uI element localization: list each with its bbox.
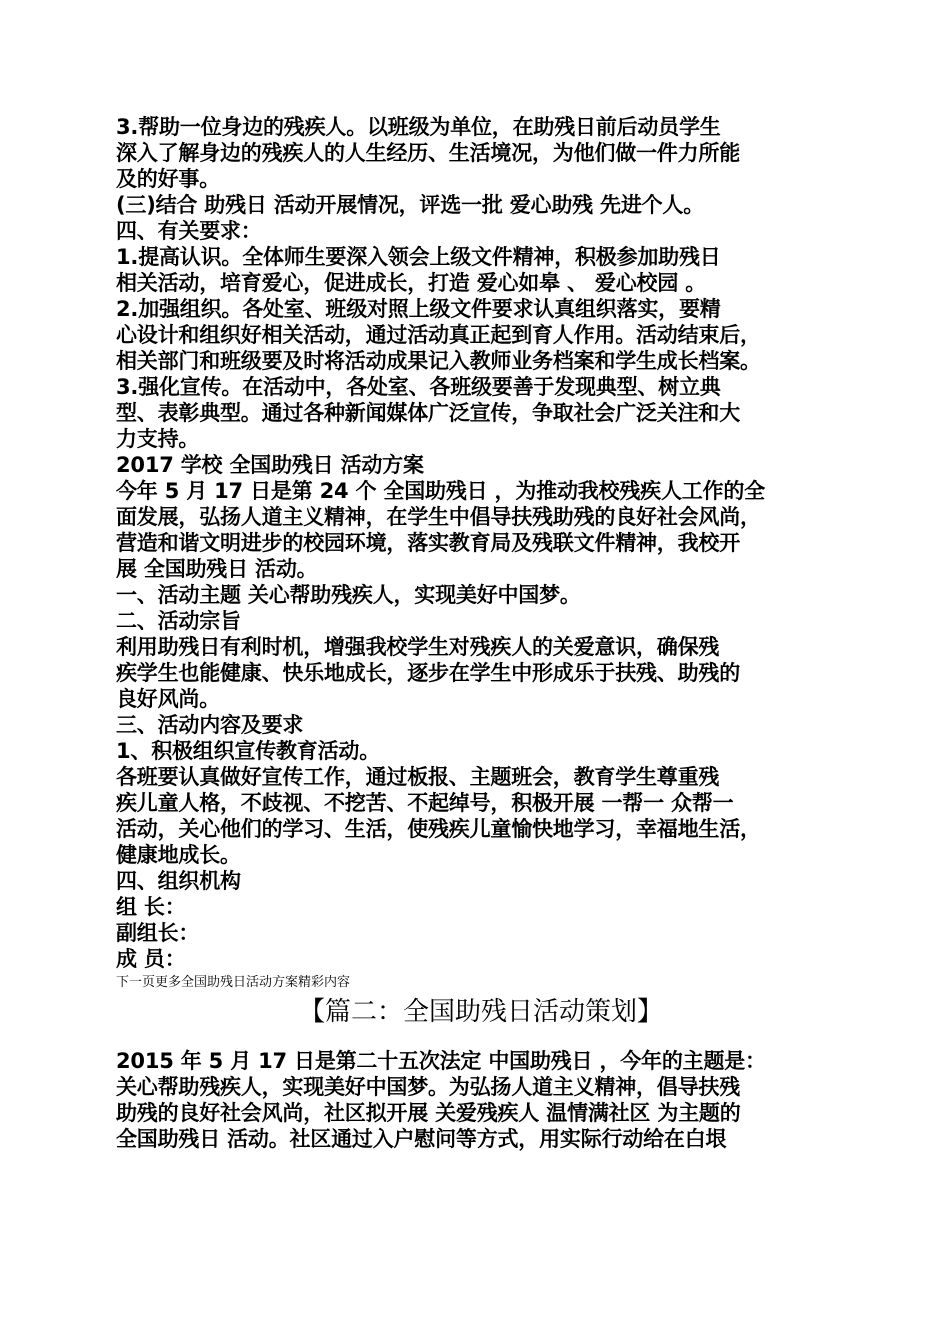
text-line: 各班要认真做好宣传工作，通过板报、主题班会，教育学生尊重残 <box>116 765 720 789</box>
text-line: 良好风尚。 <box>116 687 220 711</box>
text-line: 四、组织机构 <box>116 869 241 893</box>
text-line: 健康地成长。 <box>116 843 241 867</box>
text-line: 1.提高认识。全体师生要深入领会上级文件精神，积极参加助残日 <box>116 245 721 269</box>
document-section-1 <box>116 114 846 972</box>
text-line: 1、积极组织宣传教育活动。 <box>116 739 381 763</box>
text-line: 力支持。 <box>116 427 200 451</box>
text-line: 相关部门和班级要及时将活动成果记入教师业务档案和学生成长档案。 <box>116 349 761 373</box>
text-line: 3.帮助一位身边的残疾人。以班级为单位，在助残日前后动员学生 <box>116 115 721 139</box>
text-line: 今年 5 月 17 日是第 24 个 全国助残日 ，为推动我校残疾人工作的全 <box>116 479 765 503</box>
text-line: 相关活动，培育爱心，促进成长，打造 爱心如皋 、 爱心校园 。 <box>116 271 707 295</box>
text-line: 疾学生也能健康、快乐地成长，逐步在学生中形成乐于扶残、助残的 <box>116 661 740 685</box>
text-line: 全国助残日 活动。社区通过入户慰问等方式，用实际行动给在白垠 <box>116 1127 727 1151</box>
text-line: 利用助残日有利时机，增强我校学生对残疾人的关爱意识，确保残 <box>116 635 720 659</box>
document-body <box>116 114 846 1152</box>
more-content-note: 下一页更多全国助残日活动方案精彩内容 <box>116 975 351 990</box>
text-line: 助残的良好社会风尚，社区拟开展 关爱残疾人 温情满社区 为主题的 <box>116 1101 741 1125</box>
text-line: 展 全国助残日 活动。 <box>116 557 318 581</box>
text-line: (三)结合 助残日 活动开展情况，评选一批 爱心助残 先进个人。 <box>116 193 705 217</box>
text-line: 2.加强组织。各处室、班级对照上级文件要求认真组织落实，要精 <box>116 297 721 321</box>
text-line: 2015 年 5 月 17 日是第二十五次法定 中国助残日 ，今年的主题是： <box>116 1049 766 1073</box>
text-line: 三、活动内容及要求 <box>116 713 304 737</box>
section-heading: 【篇二：全国助残日活动策划】 <box>298 997 663 1027</box>
text-line: 营造和谐文明进步的校园环境，落实教育局及残联文件精神，我校开 <box>116 531 740 555</box>
text-line: 四、有关要求： <box>116 219 262 243</box>
text-line: 面发展，弘扬人道主义精神，在学生中倡导扶残助残的良好社会风尚， <box>116 505 761 529</box>
document-section-2 <box>116 1048 846 1152</box>
text-line: 疾儿童人格，不歧视、不挖苦、不起绰号，积极开展 一帮一 众帮一 <box>116 791 734 815</box>
text-line: 成 员： <box>116 947 186 971</box>
text-line: 二、活动宗旨 <box>116 609 241 633</box>
text-line: 副组长： <box>116 921 200 945</box>
text-line: 2017 学校 全国助残日 活动方案 <box>116 453 424 477</box>
text-line: 心设计和组织好相关活动，通过活动真正起到育人作用。活动结束后， <box>116 323 761 347</box>
text-line: 深入了解身边的残疾人的人生经历、生活境况，为他们做一件力所能 <box>116 141 740 165</box>
text-line: 一、活动主题 关心帮助残疾人，实现美好中国梦。 <box>116 583 581 607</box>
text-line: 型、表彰典型。通过各种新闻媒体广泛宣传，争取社会广泛关注和大 <box>116 401 740 425</box>
text-line: 及的好事。 <box>116 167 220 191</box>
text-line: 组 长： <box>116 895 186 919</box>
text-line: 关心帮助残疾人，实现美好中国梦。为弘扬人道主义精神，倡导扶残 <box>116 1075 740 1099</box>
text-line: 活动，关心他们的学习、生活，使残疾儿童愉快地学习，幸福地生活， <box>116 817 761 841</box>
text-line: 3.强化宣传。在活动中，各处室、各班级要善于发现典型、树立典 <box>116 375 721 399</box>
